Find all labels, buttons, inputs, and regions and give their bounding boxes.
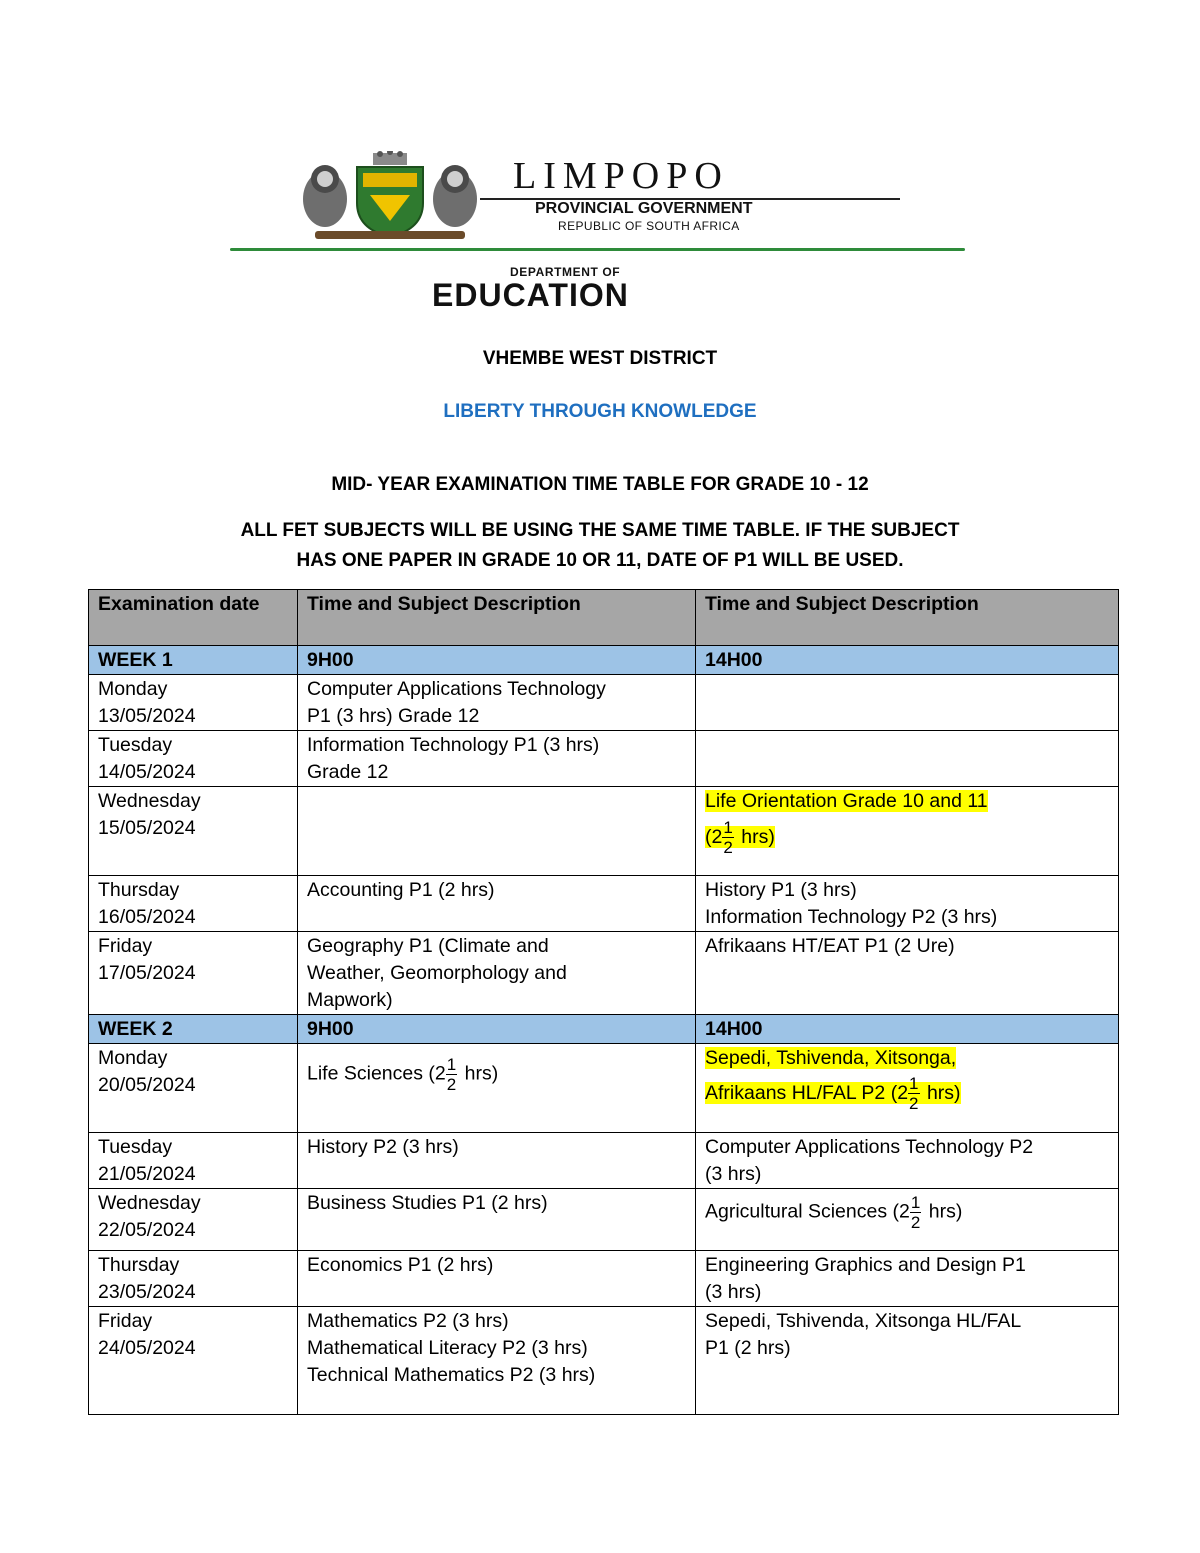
afternoon-subject (696, 1307, 1119, 1415)
subject-line: History P2 (3 hrs) (307, 1136, 459, 1158)
day-name: Monday (98, 1047, 168, 1069)
day-name: Monday (98, 678, 168, 700)
subject-line: Sepedi, Tshivenda, Xitsonga HL/FAL (705, 1310, 1022, 1332)
table-row (89, 1189, 1119, 1251)
date-cell (89, 675, 298, 731)
date-cell (89, 876, 298, 932)
morning-subject (298, 1307, 696, 1415)
subject-line: Mathematics P2 (3 hrs) (307, 1310, 509, 1332)
instruction-note-line-2: HAS ONE PAPER IN GRADE 10 OR 11, DATE OF P1 WILL BE USED. (296, 550, 904, 571)
fraction-numerator: 1 (446, 1055, 457, 1074)
day-name: Thursday (98, 879, 180, 901)
day-name: Wednesday (98, 1192, 201, 1214)
day-name: Friday (98, 935, 153, 957)
table-row (89, 675, 1119, 731)
fraction-half (910, 1193, 921, 1232)
afternoon-subject (696, 787, 1119, 876)
afternoon-subject (696, 1251, 1119, 1307)
column-header-morning: Time and Subject Description (298, 590, 696, 646)
afternoon-subject (696, 731, 1119, 787)
week-label: WEEK 2 (89, 1015, 298, 1044)
day-name: Tuesday (98, 734, 173, 756)
date-cell (89, 932, 298, 1015)
fraction-denominator: 2 (909, 1094, 919, 1113)
logo-republic: REPUBLIC OF SOUTH AFRICA (558, 219, 740, 233)
page-title: MID- YEAR EXAMINATION TIME TABLE FOR GRADE 10 - 12 (331, 474, 869, 495)
subject-line: Technical Mathematics P2 (3 hrs) (307, 1364, 596, 1386)
timetable (88, 589, 1119, 1415)
fraction-half (722, 818, 733, 857)
column-header-date: Examination date (89, 590, 298, 646)
afternoon-subject (696, 675, 1119, 731)
instruction-note-line-1: ALL FET SUBJECTS WILL BE USING THE SAME TIME TABLE. IF THE SUBJECT (240, 520, 960, 541)
letterhead-banner (215, 143, 978, 327)
date-value: 17/05/2024 (98, 962, 196, 984)
highlighted-subject: Life Orientation Grade 10 and 11 (705, 790, 988, 812)
morning-subject (298, 1044, 696, 1133)
subject-line: P1 (3 hrs) Grade 12 (307, 705, 480, 727)
afternoon-time: 14H00 (696, 646, 1119, 675)
table-row (89, 1133, 1119, 1189)
motto: LIBERTY THROUGH KNOWLEDGE (443, 401, 757, 422)
subject-line: Mathematical Literacy P2 (3 hrs) (307, 1337, 588, 1359)
table-row (89, 731, 1119, 787)
morning-subject (298, 1189, 696, 1251)
subject-duration-prefix: Afrikaans HL/FAL P2 (2 (705, 1081, 909, 1104)
fraction-denominator: 2 (723, 838, 733, 857)
subject-duration-suffix: hrs) (926, 1081, 961, 1104)
subject-line: Computer Applications Technology P2 (705, 1136, 1034, 1158)
subject-duration-suffix: hrs) (464, 1062, 499, 1085)
morning-subject (298, 675, 696, 731)
subject-line: Afrikaans HT/EAT P1 (2 Ure) (705, 935, 955, 957)
fraction-half (908, 1074, 919, 1113)
fraction-denominator: 2 (446, 1075, 457, 1094)
morning-time: 9H00 (298, 646, 696, 675)
day-name: Thursday (98, 1254, 180, 1276)
table-row (89, 876, 1119, 932)
table-row (89, 1307, 1119, 1415)
subject-line: History P1 (3 hrs) (705, 879, 857, 901)
morning-subject (298, 932, 696, 1015)
week-2-row (89, 1015, 1119, 1044)
date-value: 15/05/2024 (98, 817, 196, 839)
highlighted-subject: Sepedi, Tshivenda, Xitsonga, (705, 1047, 957, 1069)
table-row (89, 932, 1119, 1015)
logo-green-rule (230, 248, 965, 251)
logo-name: LIMPOPO (513, 155, 729, 197)
subject-duration-prefix: Life Sciences (2 (307, 1062, 446, 1085)
table-row (89, 1251, 1119, 1307)
week-1-row (89, 646, 1119, 675)
instruction-note (0, 516, 1200, 576)
logo-provincial-government: PROVINCIAL GOVERNMENT (535, 200, 753, 217)
afternoon-subject (696, 1044, 1119, 1133)
afternoon-subject (696, 1189, 1119, 1251)
date-cell (89, 1044, 298, 1133)
subject-line: Engineering Graphics and Design P1 (705, 1254, 1026, 1276)
date-value: 16/05/2024 (98, 906, 196, 928)
date-value: 13/05/2024 (98, 705, 196, 727)
district-name: VHEMBE WEST DISTRICT (482, 348, 718, 369)
table-row (89, 787, 1119, 876)
subject-line: (3 hrs) (705, 1163, 762, 1185)
date-cell (89, 787, 298, 876)
subject-line: Computer Applications Technology (307, 678, 606, 700)
subject-line: Accounting P1 (2 hrs) (307, 879, 495, 901)
subject-line: Weather, Geomorphology and (307, 962, 567, 984)
morning-time: 9H00 (298, 1015, 696, 1044)
subject-line: Geography P1 (Climate and (307, 935, 549, 957)
date-value: 24/05/2024 (98, 1337, 196, 1359)
afternoon-subject (696, 1133, 1119, 1189)
date-value: 20/05/2024 (98, 1074, 196, 1096)
date-value: 23/05/2024 (98, 1281, 196, 1303)
morning-subject (298, 1133, 696, 1189)
date-cell (89, 1133, 298, 1189)
subject-line: Information Technology P2 (3 hrs) (705, 906, 998, 928)
logo-department-of: DEPARTMENT OF (510, 265, 621, 279)
date-cell (89, 1307, 298, 1415)
morning-subject (298, 1251, 696, 1307)
day-name: Wednesday (98, 790, 201, 812)
subject-duration-prefix: (2 (705, 825, 723, 848)
fraction-numerator: 1 (723, 818, 733, 837)
fraction-half (446, 1055, 457, 1094)
date-cell (89, 1189, 298, 1251)
morning-subject (298, 731, 696, 787)
subject-line: Business Studies P1 (2 hrs) (307, 1192, 548, 1214)
afternoon-subject (696, 932, 1119, 1015)
logo-education: EDUCATION (432, 277, 629, 313)
fraction-numerator: 1 (910, 1193, 921, 1212)
subject-duration-prefix: Agricultural Sciences (2 (705, 1200, 910, 1223)
date-value: 14/05/2024 (98, 761, 196, 783)
column-header-afternoon: Time and Subject Description (696, 590, 1119, 646)
subject-duration-suffix: hrs) (741, 825, 775, 848)
subject-line: Information Technology P1 (3 hrs) (307, 734, 600, 756)
fraction-denominator: 2 (910, 1213, 921, 1232)
table-row (89, 1044, 1119, 1133)
afternoon-time: 14H00 (696, 1015, 1119, 1044)
afternoon-subject (696, 876, 1119, 932)
week-label: WEEK 1 (89, 646, 298, 675)
date-value: 22/05/2024 (98, 1219, 196, 1241)
coat-of-arms-logo (295, 151, 485, 243)
morning-subject (298, 876, 696, 932)
date-cell (89, 1251, 298, 1307)
morning-subject (298, 787, 696, 876)
day-name: Friday (98, 1310, 153, 1332)
subject-line: (3 hrs) (705, 1281, 762, 1303)
fraction-numerator: 1 (909, 1074, 919, 1093)
subject-duration-suffix: hrs) (928, 1200, 963, 1223)
subject-line: Mapwork) (307, 989, 393, 1011)
subject-line: Economics P1 (2 hrs) (307, 1254, 494, 1276)
date-cell (89, 731, 298, 787)
date-value: 21/05/2024 (98, 1163, 196, 1185)
subject-line: Grade 12 (307, 761, 389, 783)
table-header-row (89, 590, 1119, 646)
subject-line: P1 (2 hrs) (705, 1337, 791, 1359)
day-name: Tuesday (98, 1136, 173, 1158)
